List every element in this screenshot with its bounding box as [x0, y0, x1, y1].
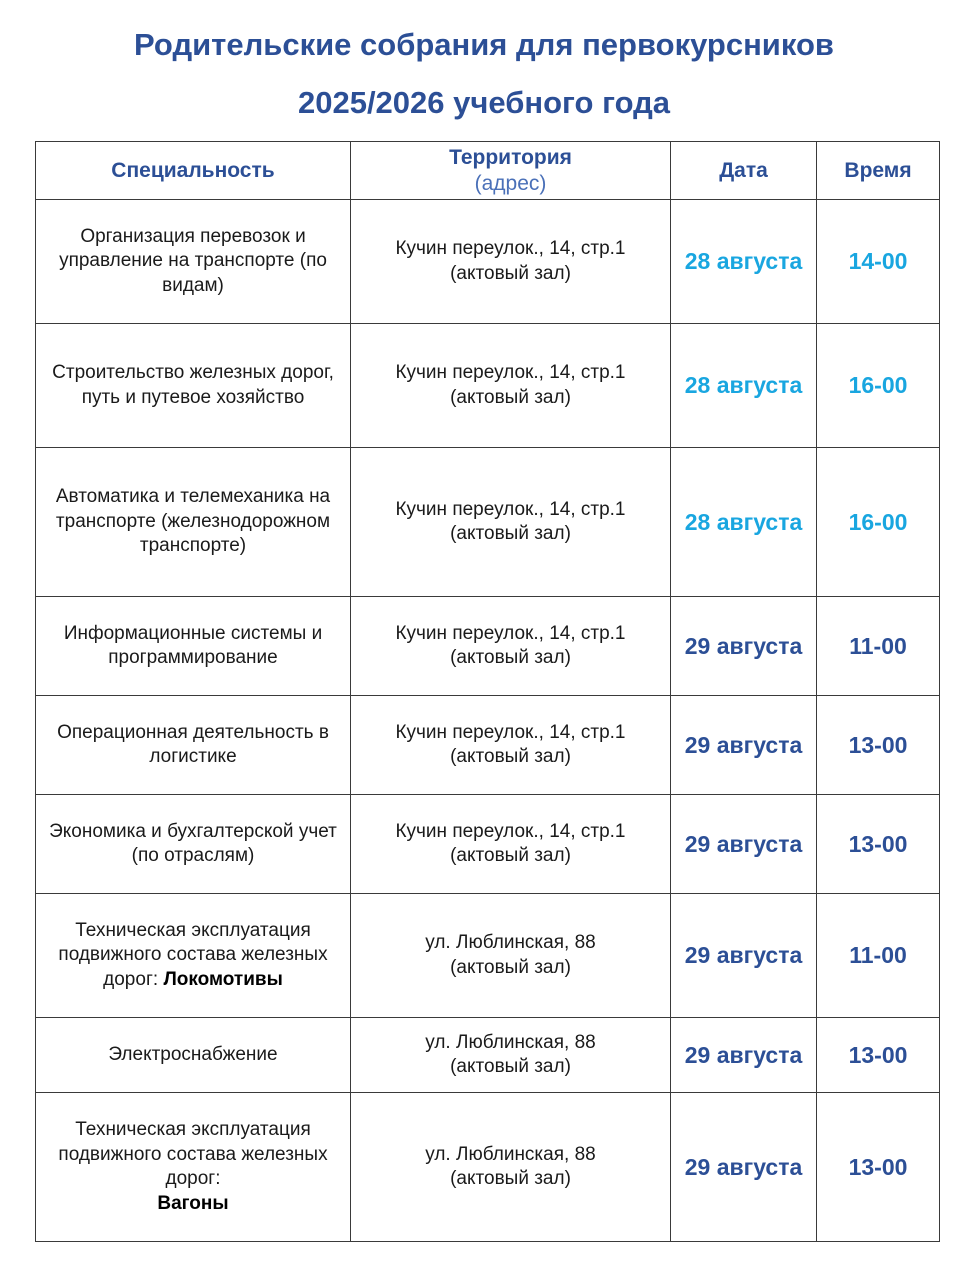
date-cell: 28 августа: [671, 324, 817, 448]
table-row: [36, 1093, 940, 1242]
table-row: [36, 1018, 940, 1093]
territory-cell: [351, 696, 671, 795]
address-text: Кучин переулок., 14, стр.1: [395, 362, 626, 383]
time-cell: 13-00: [817, 795, 940, 894]
specialty-cell: Операционная деятельность в логистике: [36, 696, 351, 795]
table-row: [36, 696, 940, 795]
table-row: [36, 894, 940, 1018]
date-cell: 29 августа: [671, 1093, 817, 1242]
date-cell: 29 августа: [671, 696, 817, 795]
date-cell: 29 августа: [671, 1018, 817, 1093]
specialty-cell: Электроснабжение: [36, 1018, 351, 1093]
hall-text: (актовый зал): [450, 1056, 571, 1077]
specialty-text: Техническая эксплуатация подвижного состава железных дорог:: [58, 919, 328, 990]
time-cell: 14-00: [817, 200, 940, 324]
table-row: [36, 448, 940, 597]
specialty-bold-text: Локомотивы: [163, 968, 283, 990]
hall-text: (актовый зал): [450, 647, 571, 668]
page-subtitle-year: 2025/2026 учебного года: [297, 85, 671, 120]
time-cell: 13-00: [817, 696, 940, 795]
table-row: [36, 200, 940, 324]
hall-text: (актовый зал): [450, 845, 571, 866]
hall-text: (актовый зал): [450, 386, 571, 408]
hall-text: (актовый зал): [450, 1168, 571, 1189]
address-text: Кучин переулок., 14, стр.1: [395, 622, 626, 644]
time-cell: 16-00: [817, 324, 940, 448]
header-territory-sub: (адрес): [474, 171, 547, 195]
header-territory: [351, 142, 671, 200]
specialty-text: Техническая эксплуатация подвижного состава железных дорог:: [58, 1119, 328, 1189]
territory-cell: [351, 894, 671, 1018]
table-row: [36, 795, 940, 894]
territory-cell: [351, 597, 671, 696]
specialty-cell: [36, 1093, 351, 1242]
date-cell: 29 августа: [671, 894, 817, 1018]
territory-cell: [351, 200, 671, 324]
time-cell: 11-00: [817, 597, 940, 696]
hall-text: (актовый зал): [450, 956, 571, 978]
date-cell: 28 августа: [671, 448, 817, 597]
header-row: [36, 142, 940, 200]
address-text: ул. Люблинская, 88: [425, 932, 596, 953]
specialty-cell: Строительство железных дорог, путь и путевое хозяйство: [36, 324, 351, 448]
time-cell: 13-00: [817, 1018, 940, 1093]
hall-text: (актовый зал): [450, 523, 571, 544]
address-text: Кучин переулок., 14, стр.1: [395, 238, 626, 259]
time-cell: 13-00: [817, 1093, 940, 1242]
table-row: [36, 597, 940, 696]
specialty-cell: [36, 894, 351, 1018]
hall-text: (актовый зал): [450, 746, 571, 767]
specialty-cell: Информационные системы и программирование: [36, 597, 351, 696]
hall-text: (актовый зал): [450, 262, 571, 284]
specialty-cell: Автоматика и телемеханика на транспорте (железнодорожном транспорте): [36, 448, 351, 597]
territory-cell: [351, 448, 671, 597]
territory-cell: [351, 1093, 671, 1242]
time-cell: 11-00: [817, 894, 940, 1018]
address-text: Кучин переулок., 14, стр.1: [395, 820, 626, 842]
address-text: ул. Люблинская, 88: [425, 1143, 596, 1165]
specialty-bold-text: Вагоны: [157, 1192, 229, 1214]
territory-cell: [351, 324, 671, 448]
address-text: Кучин переулок., 14, стр.1: [395, 721, 626, 743]
page-title: Родительские собрания для первокурсников: [134, 27, 834, 62]
territory-cell: [351, 1018, 671, 1093]
header-specialty: Специальность: [36, 142, 351, 200]
date-cell: 29 августа: [671, 795, 817, 894]
header-territory-label: Территория: [449, 145, 572, 169]
address-text: Кучин переулок., 14, стр.1: [395, 498, 626, 520]
specialty-cell: Экономика и бухгалтерской учет (по отраслям): [36, 795, 351, 894]
table-row: [36, 324, 940, 448]
header-date: Дата: [671, 142, 817, 200]
schedule-table: [35, 141, 940, 1242]
time-cell: 16-00: [817, 448, 940, 597]
date-cell: 29 августа: [671, 597, 817, 696]
address-text: ул. Люблинская, 88: [425, 1031, 596, 1053]
territory-cell: [351, 795, 671, 894]
date-cell: 28 августа: [671, 200, 817, 324]
header-time: Время: [817, 142, 940, 200]
specialty-cell: Организация перевозок и управление на транспорте (по видам): [36, 200, 351, 324]
